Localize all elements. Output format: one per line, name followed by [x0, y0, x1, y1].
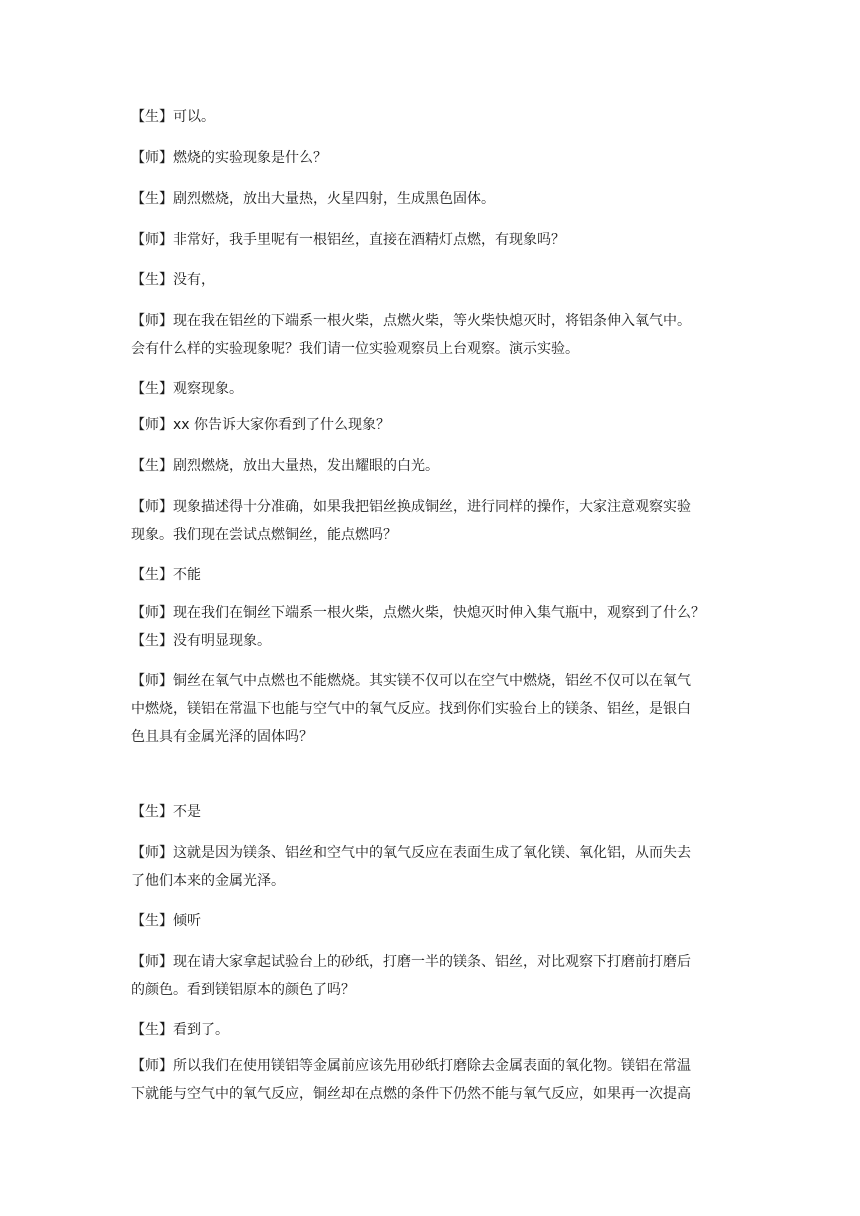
text-line: 【生】观察现象。 [131, 381, 243, 397]
paragraph-teacher-3 [131, 307, 731, 363]
text-line: 【师】燃烧的实验现象是什么？ [131, 150, 327, 166]
paragraph-teacher-1 [131, 144, 731, 172]
text-line: 了他们本来的金属光泽。 [131, 873, 285, 889]
paragraph-student-2 [131, 185, 731, 213]
text-line: 的颜色。看到镁铝原本的颜色了吗？ [131, 982, 355, 998]
paragraph-teacher-10 [131, 1052, 731, 1108]
paragraph-student-7 [131, 798, 731, 826]
text-line: 【生】看到了。 [131, 1022, 229, 1038]
paragraph-student-5 [131, 452, 731, 480]
paragraph-teacher-7 [131, 667, 731, 751]
paragraph-student-9 [131, 1016, 731, 1044]
text-line: 【师】所以我们在使用镁铝等金属前应该先用砂纸打磨除去金属表面的氧化物。镁铝在常温 [131, 1058, 691, 1074]
text-line: 【生】没有明显现象。 [131, 633, 271, 649]
text-line: 中燃烧，镁铝在常温下也能与空气中的氧气反应。找到你们实验台上的镁条、铝丝，是银白 [131, 701, 691, 717]
text-line: 【师】现在我在铝丝的下端系一根火柴，点燃火柴，等火柴快熄灭时，将铝条伸入氧气中。 [131, 313, 691, 329]
text-line: 现象。我们现在尝试点燃铜丝，能点燃吗？ [131, 527, 397, 543]
paragraph-student-8 [131, 907, 731, 935]
text-line: 【师】非常好，我手里呢有一根铝丝，直接在酒精灯点燃，有现象吗？ [131, 232, 565, 248]
text-line: 会有什么样的实验现象呢？我们请一位实验观察员上台观察。演示实验。 [131, 341, 579, 357]
paragraph-student-6 [131, 561, 731, 589]
text-line: 【生】剧烈燃烧，放出大量热，发出耀眼的白光。 [131, 458, 439, 474]
paragraph-teacher-8 [131, 839, 731, 895]
text-line: 【师】现象描述得十分准确，如果我把铝丝换成铜丝，进行同样的操作，大家注意观察实验 [131, 499, 691, 515]
text-line: 下就能与空气中的氧气反应，铜丝却在点燃的条件下仍然不能与氧气反应，如果再一次提高 [131, 1086, 691, 1102]
text-line: 【师】现在请大家拿起试验台上的砂纸，打磨一半的镁条、铝丝，对比观察下打磨前打磨后 [131, 954, 691, 970]
text-line: 【师】xx 你告诉大家你看到了什么现象？ [131, 417, 391, 433]
text-line: 【师】现在我们在铜丝下端系一根火柴，点燃火柴，快熄灭时伸入集气瓶中，观察到了什么？ [131, 605, 705, 621]
text-line: 【师】这就是因为镁条、铝丝和空气中的氧气反应在表面生成了氧化镁、氧化铝，从而失去 [131, 845, 691, 861]
paragraph-student-1 [131, 103, 731, 131]
paragraph-teacher-2 [131, 226, 731, 254]
paragraph-teacher-9 [131, 948, 731, 1004]
text-line: 【生】不是 [131, 804, 201, 820]
paragraph-teacher-5 [131, 493, 731, 549]
text-line: 【生】剧烈燃烧，放出大量热，火星四射，生成黑色固体。 [131, 191, 495, 207]
paragraph-student-3 [131, 266, 731, 294]
text-line: 色且具有金属光泽的固体吗？ [131, 729, 313, 745]
text-line: 【生】不能 [131, 567, 201, 583]
paragraph-teacher-4 [131, 411, 731, 439]
text-line: 【师】铜丝在氧气中点燃也不能燃烧。其实镁不仅可以在空气中燃烧，铝丝不仅可以在氧气 [131, 673, 691, 689]
text-line: 【生】倾听 [131, 913, 201, 929]
paragraph-teacher-6 [131, 599, 731, 655]
text-line: 【生】可以。 [131, 109, 215, 125]
text-line: 【生】没有， [131, 272, 215, 288]
paragraph-student-4 [131, 375, 731, 403]
